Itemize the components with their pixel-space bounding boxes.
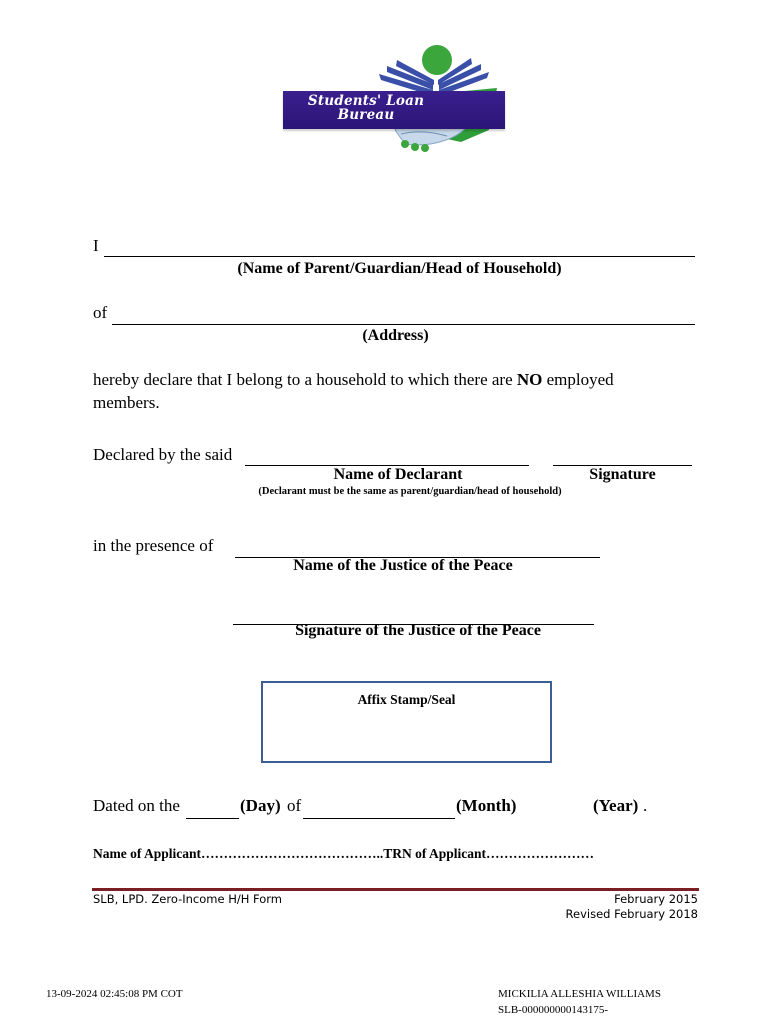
form-id: SLB, LPD. Zero-Income H/H Form bbox=[93, 892, 283, 906]
form-dates bbox=[566, 892, 698, 922]
day-label: (Day) bbox=[240, 796, 281, 815]
stamp-label: Affix Stamp/Seal bbox=[357, 692, 456, 707]
name-of-declarant-caption: Name of Declarant bbox=[333, 466, 463, 483]
dated-label: Dated on the bbox=[93, 796, 180, 815]
i-label: I bbox=[93, 236, 99, 255]
address-line[interactable] bbox=[112, 324, 695, 325]
year-label: (Year) bbox=[593, 796, 639, 815]
of-word: of bbox=[287, 796, 302, 815]
jp-name-caption: Name of the Justice of the Peace bbox=[293, 557, 513, 574]
day-line[interactable] bbox=[186, 818, 239, 819]
declarant-note: (Declarant must be the same as parent/guardian/head of household) bbox=[258, 486, 562, 497]
logo-text-line2: Bureau bbox=[337, 107, 395, 123]
declaration-statement bbox=[93, 370, 614, 390]
logo-text bbox=[301, 94, 431, 122]
jp-signature-caption: Signature of the Justice of the Peace bbox=[295, 622, 541, 639]
month-line[interactable] bbox=[303, 818, 455, 819]
signature-caption: Signature bbox=[589, 466, 656, 483]
footer-divider bbox=[92, 888, 699, 891]
logo-text-line1: Students' Loan bbox=[307, 93, 425, 109]
timestamp: 13-09-2024 02:45:08 PM COT bbox=[46, 988, 183, 1000]
of-label: of bbox=[93, 303, 108, 322]
parent-name-line[interactable] bbox=[104, 256, 695, 257]
reference-number: SLB-000000000143175- bbox=[498, 1004, 608, 1016]
form-revised: Revised February 2018 bbox=[565, 907, 698, 921]
applicant-name-trn-line: Name of Applicant…………………………………..TRN of Applicant…………………… bbox=[93, 846, 595, 861]
statement-line2: members. bbox=[93, 393, 160, 412]
students-loan-bureau-logo bbox=[283, 44, 507, 152]
declared-by-label: Declared by the said bbox=[93, 445, 233, 464]
form-date: February 2015 bbox=[614, 892, 698, 906]
applicant-name: MICKILIA ALLESHIA WILLIAMS bbox=[498, 988, 661, 1000]
stamp-seal-box bbox=[261, 681, 552, 763]
address-caption: (Address) bbox=[362, 327, 429, 344]
parent-name-caption: (Name of Parent/Guardian/Head of Household) bbox=[237, 260, 562, 277]
statement-emphasis: NO bbox=[516, 370, 543, 389]
statement-part2: employed bbox=[542, 370, 614, 389]
statement-part1: hereby declare that I belong to a household to which there are bbox=[93, 370, 517, 389]
presence-label: in the presence of bbox=[93, 536, 214, 555]
year-period: . bbox=[643, 796, 648, 815]
month-label: (Month) bbox=[456, 796, 517, 815]
